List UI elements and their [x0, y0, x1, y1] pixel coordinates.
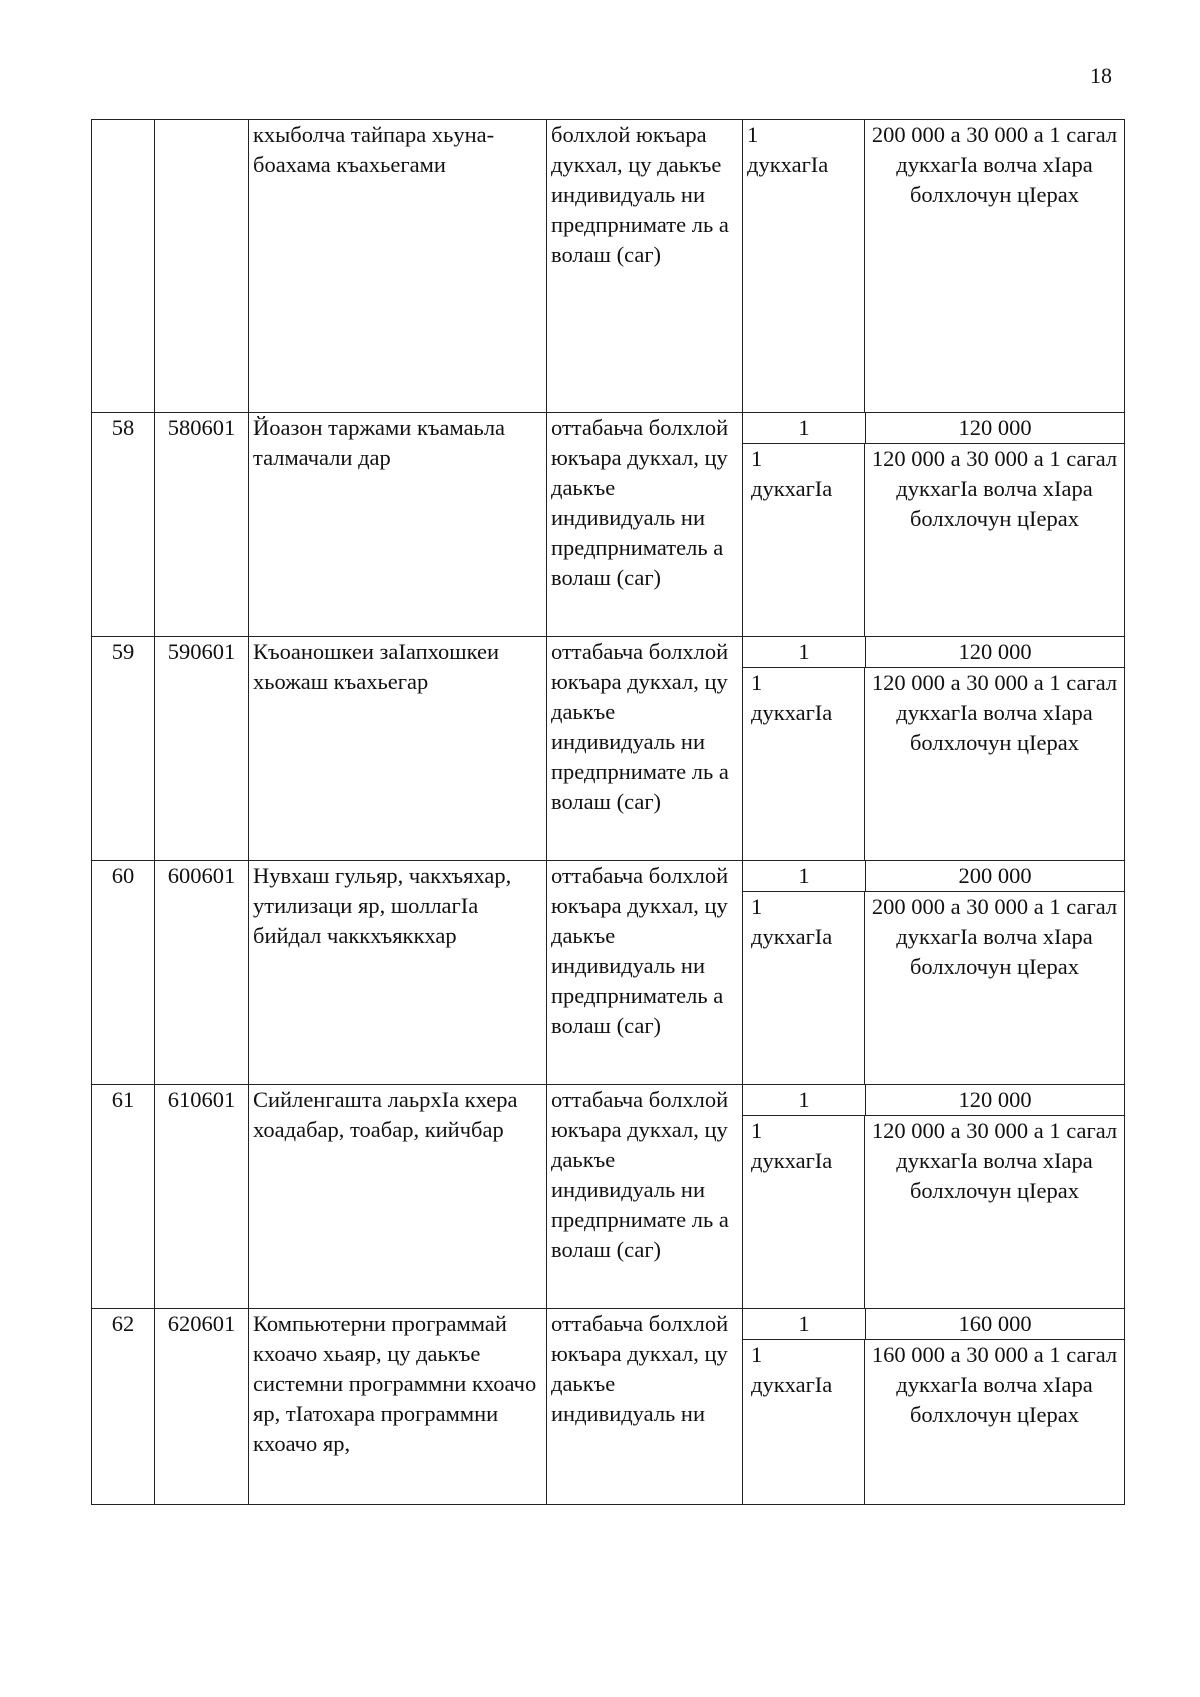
rate-cell — [743, 1085, 1125, 1309]
table-row-continuation — [92, 120, 1125, 413]
activity-code-cell: 600601 — [155, 861, 249, 1085]
base-qty: 1 — [798, 863, 810, 888]
base-amount: 120 000 — [865, 637, 1124, 667]
base-qty: 1 — [798, 1087, 810, 1112]
activity-name-cell: Сийленгашта лаьрхIа кхера хоадабар, тоабар, кийчбар — [249, 1085, 547, 1309]
base-amount: 120 000 — [865, 1085, 1124, 1115]
rate-cell — [743, 1309, 1125, 1505]
row-number-cell: 60 — [92, 861, 155, 1085]
rate-cell — [743, 413, 1125, 637]
unit-qty: 1 — [751, 1342, 763, 1367]
table-row — [92, 413, 1125, 637]
unit-label: дукхагIа — [751, 924, 833, 949]
unit-qty: 1 — [751, 1118, 763, 1143]
rate-description: 120 000 а 30 000 а 1 сагал дукхагIа волча хIара болхлочун цIерах — [871, 670, 1118, 755]
tax-rate-table — [91, 119, 1125, 1505]
condition-cell: болхлой юкъара дукхал, цу даькъе индивидуаль ни предпрнимате ль а волаш (саг) — [547, 120, 743, 413]
table-row — [92, 1085, 1125, 1309]
table-row — [92, 637, 1125, 861]
activity-code-cell: 590601 — [155, 637, 249, 861]
rate-description: 200 000 а 30 000 а 1 сагал дукхагIа волча хIара болхлочун цIерах — [871, 894, 1118, 979]
activity-code-cell: 610601 — [155, 1085, 249, 1309]
row-number-cell: 62 — [92, 1309, 155, 1505]
unit-label: дукхагIа — [751, 476, 833, 501]
row-number-cell — [92, 120, 155, 413]
activity-name-cell: кхыболча тайпара хьуна-боахама къахьегами — [249, 120, 547, 413]
rate-description: 120 000 а 30 000 а 1 сагал дукхагIа волча хIара болхлочун цIерах — [871, 446, 1118, 531]
base-amount: 120 000 — [865, 413, 1124, 443]
unit-cell — [743, 444, 865, 636]
unit-cell — [743, 1340, 865, 1504]
condition-cell: оттабаьча болхлой юкъара дукхал, цу даькъе индивидуаль ни — [547, 1309, 743, 1505]
unit-label: дукхагIа — [747, 152, 829, 177]
base-amount: 160 000 — [865, 1309, 1124, 1339]
rate-cell — [743, 861, 1125, 1085]
unit-label: дукхагIа — [751, 1148, 833, 1173]
condition-cell: оттабаьча болхлой юкъара дукхал, цу даькъе индивидуаль ни предпрнимате ль а волаш (саг) — [547, 1085, 743, 1309]
unit-qty: 1 — [751, 894, 763, 919]
activity-code-cell — [155, 120, 249, 413]
condition-cell: оттабаьча болхлой юкъара дукхал, цу даькъе индивидуаль ни предпрниматель а волаш (саг) — [547, 413, 743, 637]
rate-description: 160 000 а 30 000 а 1 сагал дукхагIа волча хIара болхлочун цIерах — [871, 1342, 1118, 1427]
unit-cell — [743, 668, 865, 860]
unit-cell — [743, 120, 865, 413]
activity-code-cell: 580601 — [155, 413, 249, 637]
activity-name-cell: Компьютерни программай кхоачо хьаяр, цу даькъе системни программни кхоачо яр, тIатохара программни кхоачо яр, — [249, 1309, 547, 1505]
row-number-cell: 58 — [92, 413, 155, 637]
activity-code-cell: 620601 — [155, 1309, 249, 1505]
base-qty: 1 — [798, 639, 810, 664]
base-amount: 200 000 — [865, 861, 1124, 891]
activity-name-cell: Йоазон таржами къамаьла талмачали дар — [249, 413, 547, 637]
base-qty: 1 — [798, 415, 810, 440]
condition-cell: оттабаьча болхлой юкъара дукхал, цу даькъе индивидуаль ни предпрниматель а волаш (саг) — [547, 861, 743, 1085]
base-qty: 1 — [798, 1311, 810, 1336]
unit-label: дукхагIа — [751, 1372, 833, 1397]
activity-name-cell: Нувхаш гульяр, чакхъяхар, утилизаци яр, шоллагIа бийдал чаккхъяккхар — [249, 861, 547, 1085]
row-number-cell: 61 — [92, 1085, 155, 1309]
table-row — [92, 861, 1125, 1085]
page-number: 18 — [1090, 63, 1112, 88]
rate-cell — [743, 637, 1125, 861]
unit-qty: 1 — [751, 446, 763, 471]
activity-name-cell: Къоаношкеи заIапхошкеи хьожаш къахьегар — [249, 637, 547, 861]
unit-cell — [743, 1116, 865, 1308]
unit-qty: 1 — [751, 670, 763, 695]
rate-description-cell: 200 000 а 30 000 а 1 сагал дукхагIа волча хIара болхлочун цIерах — [865, 120, 1125, 413]
unit-label: дукхагIа — [751, 700, 833, 725]
unit-qty: 1 — [747, 122, 759, 147]
row-number-cell: 59 — [92, 637, 155, 861]
condition-cell: оттабаьча болхлой юкъара дукхал, цу даькъе индивидуаль ни предпрнимате ль а волаш (саг) — [547, 637, 743, 861]
unit-cell — [743, 892, 865, 1084]
rate-description: 120 000 а 30 000 а 1 сагал дукхагIа волча хIара болхлочун цIерах — [871, 1118, 1118, 1203]
table-row — [92, 1309, 1125, 1505]
